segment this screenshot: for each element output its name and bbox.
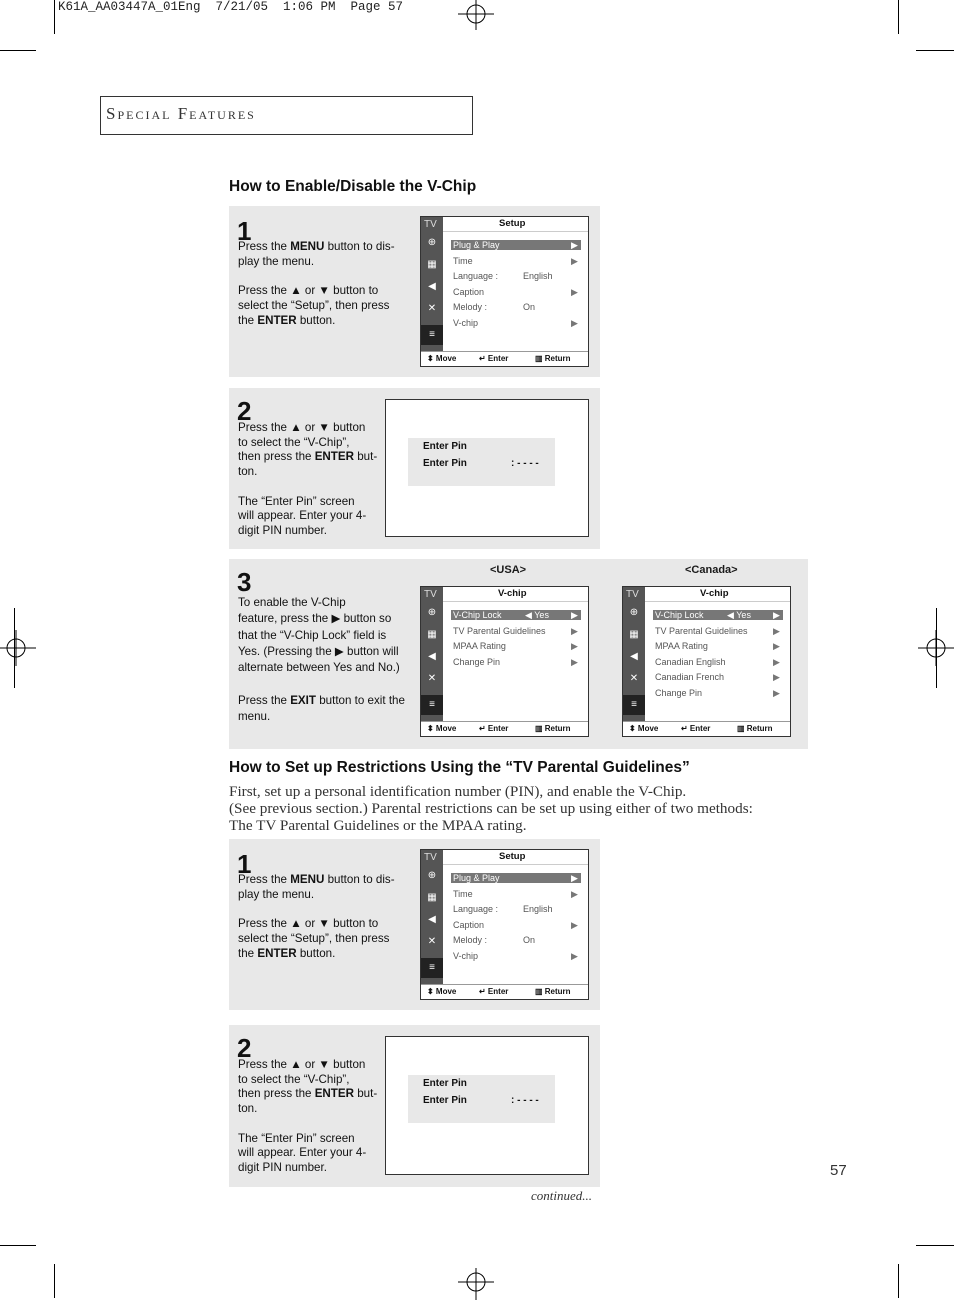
chevron-right-icon: ▶ <box>571 919 578 930</box>
step-text-line <box>238 1102 388 1117</box>
chevron-right-icon: ▶ <box>571 255 578 266</box>
step-panel <box>229 206 600 377</box>
step-text-line <box>238 1132 388 1147</box>
step-text-line <box>238 660 418 676</box>
registration-mark-icon <box>458 0 494 36</box>
step-text-line <box>238 524 388 539</box>
chevron-right-icon: ▶ <box>571 951 578 961</box>
step-text-line <box>238 888 408 903</box>
step-text-line <box>238 611 418 627</box>
enter-pin-screen <box>385 1036 589 1175</box>
menu-item: Canadian French <box>655 672 725 682</box>
vchip-lock-row: V-Chip Lock <box>451 610 581 620</box>
chevron-right-icon: ▶ <box>773 641 780 651</box>
sound-icon: ◀ <box>428 651 436 662</box>
chevron-right-icon: ▶ <box>773 687 780 698</box>
key-name: ENTER <box>314 450 354 464</box>
key-name: MENU <box>290 873 325 886</box>
text-span: to select the “V-Chip”, <box>238 435 350 449</box>
text-span: Yes. (Pressing the ▶ button will <box>238 644 399 658</box>
text-span: play the menu. <box>238 254 315 268</box>
section-title: Special Features <box>106 104 256 123</box>
menu-item: TV Parental Guidelines <box>655 625 748 636</box>
pin-label: Enter Pin <box>423 458 467 469</box>
menu-item: Plug & Play <box>451 873 581 883</box>
chevron-right-icon: ▶ <box>773 610 780 620</box>
return-hint: ▥ Return <box>535 987 571 996</box>
text-span: Press the ▲ or ▼ button <box>238 1058 366 1071</box>
text-span: button to dis- <box>324 873 395 886</box>
setup-menu-screen <box>420 849 589 1000</box>
menu-item: Caption <box>453 286 485 297</box>
menu-item: Melody : <box>453 935 488 946</box>
step-text-line <box>238 693 418 709</box>
menu-item: TV Parental Guidelines <box>453 625 546 636</box>
step-text <box>238 421 388 539</box>
chevron-right-icon: ▶ <box>773 625 780 636</box>
step-text-line <box>238 299 408 314</box>
canada-label: <Canada> <box>685 564 738 576</box>
pin-title: Enter Pin <box>423 441 467 452</box>
picture-icon: ▦ <box>427 892 437 903</box>
tv-sidebar <box>623 587 645 722</box>
text-span: but- <box>354 450 378 464</box>
step-text-line <box>238 917 408 932</box>
menu-item: MPAA Rating <box>453 641 506 651</box>
step-text-line <box>238 1146 388 1161</box>
usa-label: <USA> <box>490 564 527 576</box>
page-number: 57 <box>830 1162 847 1179</box>
text-span: the <box>238 946 258 960</box>
step-text <box>238 240 408 328</box>
step-number: 2 <box>237 1033 252 1063</box>
heading-enable-vchip: How to Enable/Disable the V-Chip <box>229 178 477 195</box>
tv-label: TV <box>424 219 437 230</box>
screen-title: V-chip <box>498 588 527 599</box>
pin-dialog <box>408 1075 555 1123</box>
step-text <box>238 595 418 725</box>
step-text-line <box>238 902 408 917</box>
vchip-lock-row: V-Chip Lock <box>653 610 783 620</box>
text-span: button to exit the <box>315 693 405 707</box>
text-span: ton. <box>238 465 258 479</box>
sound-icon: ◀ <box>428 914 436 925</box>
text-span: The “Enter Pin” screen <box>238 494 355 508</box>
return-hint: ▥ Return <box>737 724 773 733</box>
crop-mark <box>0 1245 36 1246</box>
vchip-canada-screen <box>622 586 791 737</box>
chevron-right-icon: ▶ <box>571 641 578 651</box>
step-number: 3 <box>237 567 252 597</box>
text-span: to select the “V-Chip”, <box>238 1072 350 1086</box>
text-span: Press the <box>238 240 291 253</box>
registration-mark-icon <box>458 1264 494 1300</box>
return-hint: ▥ Return <box>535 724 571 733</box>
pin-label: Enter Pin <box>423 1095 467 1106</box>
chevron-right-icon: ▶ <box>571 888 578 899</box>
menu-value: On <box>523 302 536 313</box>
menu-item: Melody : <box>453 302 488 313</box>
step-text-line <box>238 269 408 284</box>
input-icon: ⊕ <box>427 870 437 881</box>
move-hint: ⬍ Move <box>427 354 457 363</box>
move-hint: ⬍ Move <box>427 724 457 733</box>
continued-note: continued... <box>531 1188 593 1203</box>
step-text-line <box>238 240 408 255</box>
tv-label: TV <box>424 852 437 863</box>
setup-icon: ≡ <box>623 695 645 715</box>
screen-title: V-chip <box>700 588 729 599</box>
step-text <box>238 1058 388 1176</box>
crop-mark <box>916 1245 954 1246</box>
title-divider <box>443 231 588 232</box>
chevron-right-icon: ▶ <box>571 873 578 883</box>
screen-bottom-bar <box>421 351 588 366</box>
enter-hint: ↵ Enter <box>479 354 509 363</box>
tv-sidebar <box>421 850 443 985</box>
crop-mark <box>898 0 899 34</box>
menu-item: Caption <box>453 919 485 930</box>
picture-icon: ▦ <box>427 629 437 640</box>
text-span: Press the <box>238 693 291 707</box>
chevron-right-icon: ▶ <box>571 240 578 250</box>
screen-bottom-bar <box>421 721 588 736</box>
chevron-right-icon: ▶ <box>571 286 578 297</box>
chevron-right-icon: ▶ <box>571 625 578 636</box>
enter-pin-screen <box>385 399 589 537</box>
enter-hint: ↵ Enter <box>681 724 711 733</box>
text-span: button to dis- <box>324 240 395 253</box>
setup-menu-screen <box>420 216 589 367</box>
text-span: then press the <box>238 450 315 464</box>
step-text-line <box>238 595 418 611</box>
channel-icon: ✕ <box>427 936 437 947</box>
menu-item: Canadian English <box>655 656 726 667</box>
move-hint: ⬍ Move <box>427 987 457 996</box>
key-name: ENTER <box>314 1087 354 1101</box>
screen-bottom-bar <box>421 984 588 999</box>
tv-sidebar <box>421 587 443 722</box>
step-text-line <box>238 947 408 962</box>
menu-item: Language : <box>453 904 499 915</box>
chevron-right-icon: ▶ <box>773 656 780 667</box>
text-span: alternate between Yes and No.) <box>238 661 400 675</box>
screen-bottom-bar <box>623 721 790 736</box>
intro-paragraph <box>229 783 829 834</box>
setup-icon: ≡ <box>421 958 443 978</box>
text-span: feature, press the ▶ button so <box>238 612 392 626</box>
channel-icon: ✕ <box>427 303 437 314</box>
return-hint: ▥ Return <box>535 354 571 363</box>
print-slug: K61A_AA03447A_01Eng 7/21/05 1:06 PM Page 57 <box>58 0 404 14</box>
sound-icon: ◀ <box>428 281 436 292</box>
menu-item: Time <box>453 255 473 266</box>
step-number: 2 <box>237 396 252 426</box>
crop-mark <box>54 0 55 34</box>
chevron-right-icon: ▶ <box>571 656 578 667</box>
setup-icon: ≡ <box>421 325 443 345</box>
step-text-line <box>238 676 418 692</box>
heading-parental-guidelines: How to Set up Restrictions Using the “TV Parental Guidelines” <box>229 759 690 776</box>
pin-dialog <box>408 438 555 486</box>
text-span: Press the ▲ or ▼ button <box>238 421 366 434</box>
step-text-line <box>238 509 388 524</box>
step-text-line <box>238 1161 388 1176</box>
step-text-line <box>238 644 418 660</box>
channel-icon: ✕ <box>629 673 639 684</box>
tv-label: TV <box>424 589 437 600</box>
step-text-line <box>238 255 408 270</box>
step-panel <box>229 559 808 749</box>
text-span: select the “Setup”, then press <box>238 931 390 945</box>
crop-mark <box>0 50 36 51</box>
vchip-usa-screen <box>420 586 589 737</box>
title-divider <box>443 601 588 602</box>
step-text-line <box>238 1073 388 1088</box>
step-text-line <box>238 480 388 495</box>
step-text-line <box>238 421 388 436</box>
step-text-line <box>238 436 388 451</box>
menu-value: English <box>523 271 553 282</box>
step-text-line <box>238 314 408 329</box>
title-divider <box>645 601 790 602</box>
intro-line: (See previous section.) Parental restrictions can be set up using either of two methods: <box>229 800 753 817</box>
text-span: select the “Setup”, then press <box>238 298 390 312</box>
menu-item: Plug & Play <box>451 240 581 250</box>
chevron-right-icon: ▶ <box>571 318 578 328</box>
menu-value: On <box>523 935 536 946</box>
text-span: Press the ▲ or ▼ button to <box>238 284 379 298</box>
step-text-line <box>238 1087 388 1102</box>
vchip-lock-value: ◀ Yes <box>525 610 549 620</box>
pin-value: : - - - - <box>511 458 539 469</box>
registration-mark-icon <box>0 630 36 666</box>
text-span: digit PIN number. <box>238 523 327 537</box>
tv-label: TV <box>626 589 639 600</box>
step-panel <box>229 1025 600 1187</box>
key-name: ENTER <box>257 313 297 327</box>
move-hint: ⬍ Move <box>629 724 659 733</box>
pin-title: Enter Pin <box>423 1078 467 1089</box>
title-divider <box>443 864 588 865</box>
intro-line: First, set up a personal identification number (PIN), and enable the V-Chip. <box>229 783 687 800</box>
input-icon: ⊕ <box>629 607 639 618</box>
step-text-line <box>238 450 388 465</box>
chevron-right-icon: ▶ <box>773 672 780 682</box>
enter-hint: ↵ Enter <box>479 724 509 733</box>
step-text-line <box>238 932 408 947</box>
input-icon: ⊕ <box>427 237 437 248</box>
step-text-line <box>238 628 418 644</box>
menu-item: Time <box>453 888 473 899</box>
text-span: that the “V-Chip Lock” field is <box>238 628 387 642</box>
text-span: button. <box>296 946 336 960</box>
text-span: Press the <box>238 873 291 886</box>
intro-line: The TV Parental Guidelines or the MPAA rating. <box>229 817 527 834</box>
sound-icon: ◀ <box>630 651 638 662</box>
step-text-line <box>238 1058 388 1073</box>
setup-icon: ≡ <box>421 695 443 715</box>
pin-value: : - - - - <box>511 1095 539 1106</box>
chevron-right-icon: ▶ <box>571 610 578 620</box>
screen-title: Setup <box>499 851 526 862</box>
picture-icon: ▦ <box>629 629 639 640</box>
step-text-line <box>238 709 418 725</box>
key-name: ENTER <box>257 946 297 960</box>
text-span: digit PIN number. <box>238 1160 327 1174</box>
key-name: MENU <box>290 240 325 253</box>
menu-item: V-chip <box>453 951 479 961</box>
crop-mark <box>936 608 937 688</box>
text-span: menu. <box>238 710 271 724</box>
text-span: The “Enter Pin” screen <box>238 1131 355 1145</box>
picture-icon: ▦ <box>427 259 437 270</box>
crop-mark <box>916 50 954 51</box>
text-span: the <box>238 313 258 327</box>
text-span: play the menu. <box>238 887 315 901</box>
menu-item: Language : <box>453 271 499 282</box>
crop-mark <box>14 608 15 688</box>
step-text-line <box>238 495 388 510</box>
step-text-line <box>238 1117 388 1132</box>
step-text-line <box>238 284 408 299</box>
menu-item: V-chip <box>453 318 479 328</box>
menu-item: Change Pin <box>453 656 501 667</box>
text-span: Press the ▲ or ▼ button to <box>238 917 379 931</box>
step-number: 1 <box>237 849 252 879</box>
screen-title: Setup <box>499 218 526 229</box>
text-span: will appear. Enter your 4- <box>238 1146 367 1160</box>
step-panel <box>229 388 600 549</box>
step-text-line <box>238 873 408 888</box>
channel-icon: ✕ <box>427 673 437 684</box>
text-span: To enable the V-Chip <box>238 596 346 609</box>
step-number: 1 <box>237 216 252 246</box>
key-name: EXIT <box>290 693 316 707</box>
enter-hint: ↵ Enter <box>479 987 509 996</box>
menu-value: English <box>523 904 553 915</box>
step-text-line <box>238 465 388 480</box>
text-span: but- <box>354 1087 378 1101</box>
text-span: button. <box>296 313 336 327</box>
menu-item: MPAA Rating <box>655 641 708 651</box>
vchip-lock-value: ◀ Yes <box>727 610 751 620</box>
text-span: ton. <box>238 1102 258 1116</box>
crop-mark <box>898 1264 899 1298</box>
text-span: will appear. Enter your 4- <box>238 509 367 523</box>
step-text <box>238 873 408 961</box>
input-icon: ⊕ <box>427 607 437 618</box>
step-panel <box>229 839 600 1010</box>
crop-mark <box>54 1264 55 1298</box>
tv-sidebar <box>421 217 443 352</box>
menu-item: Change Pin <box>655 687 703 698</box>
text-span: then press the <box>238 1087 315 1101</box>
